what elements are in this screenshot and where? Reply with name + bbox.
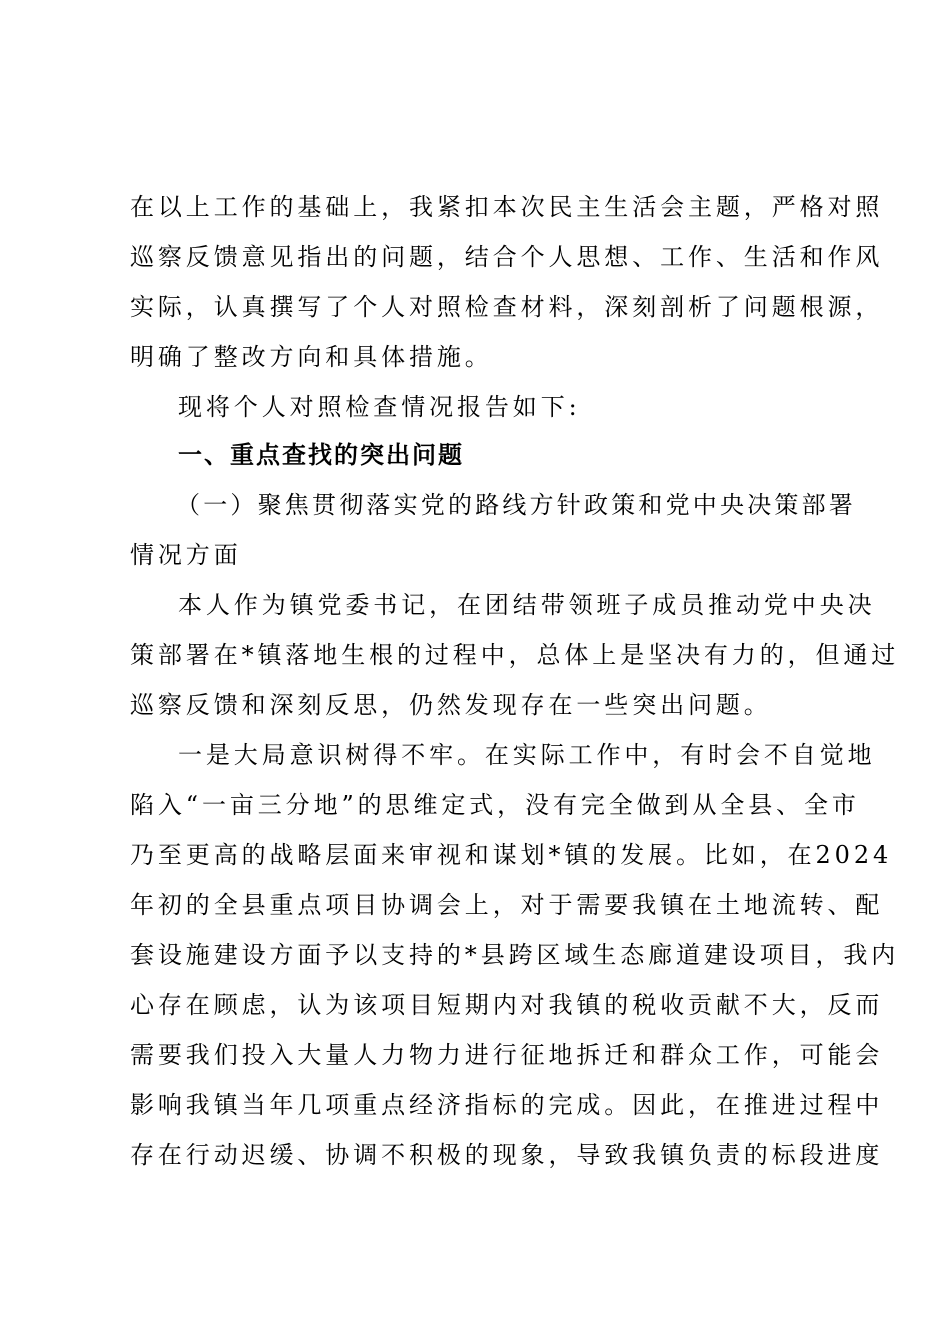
paragraph-line: 实际，认真撰写了个人对照检查材料，深刻剖析了问题根源，	[130, 293, 884, 321]
paragraph-line: 需要我们投入大量人力物力进行征地拆迁和群众工作，可能会	[130, 1041, 884, 1069]
paragraph-line: 套设施建设方面予以支持的*县跨区域生态廊道建设项目，我内	[130, 941, 900, 969]
paragraph-line: 在以上工作的基础上，我紧扣本次民主生活会主题，严格对照	[130, 193, 884, 221]
subsection-heading: （一）聚焦贯彻落实党的路线方针政策和党中央决策部署	[176, 491, 856, 519]
paragraph-line: 一是大局意识树得不牢。在实际工作中，有时会不自觉地	[178, 741, 876, 769]
paragraph-line: 现将个人对照检查情况报告如下:	[178, 393, 581, 421]
paragraph-line: 乃至更高的战略层面来审视和谋划*镇的发展。比如，在2024	[130, 841, 893, 869]
paragraph-line: 本人作为镇党委书记，在团结带领班子成员推动党中央决	[178, 591, 876, 619]
section-heading: 一、重点查找的突出问题	[178, 441, 464, 469]
paragraph-line: 陷入“一亩三分地”的思维定式，没有完全做到从全县、全市	[130, 791, 860, 819]
paragraph-line: 年初的全县重点项目协调会上，对于需要我镇在土地流转、配	[130, 891, 884, 919]
paragraph-line: 存在行动迟缓、协调不积极的现象，导致我镇负责的标段进度	[130, 1141, 884, 1169]
paragraph-line: 明确了整改方向和具体措施。	[130, 343, 493, 371]
paragraph-line: 巡察反馈意见指出的问题，结合个人思想、工作、生活和作风	[130, 243, 884, 271]
paragraph-line: 策部署在*镇落地生根的过程中，总体上是坚决有力的，但通过	[130, 641, 900, 669]
paragraph-line: 巡察反馈和深刻反思，仍然发现存在一些突出问题。	[130, 691, 772, 719]
subsection-heading-continued: 情况方面	[130, 541, 242, 569]
paragraph-line: 心存在顾虑，认为该项目短期内对我镇的税收贡献不大，反而	[130, 991, 884, 1019]
paragraph-line: 影响我镇当年几项重点经济指标的完成。因此，在推进过程中	[130, 1091, 884, 1119]
